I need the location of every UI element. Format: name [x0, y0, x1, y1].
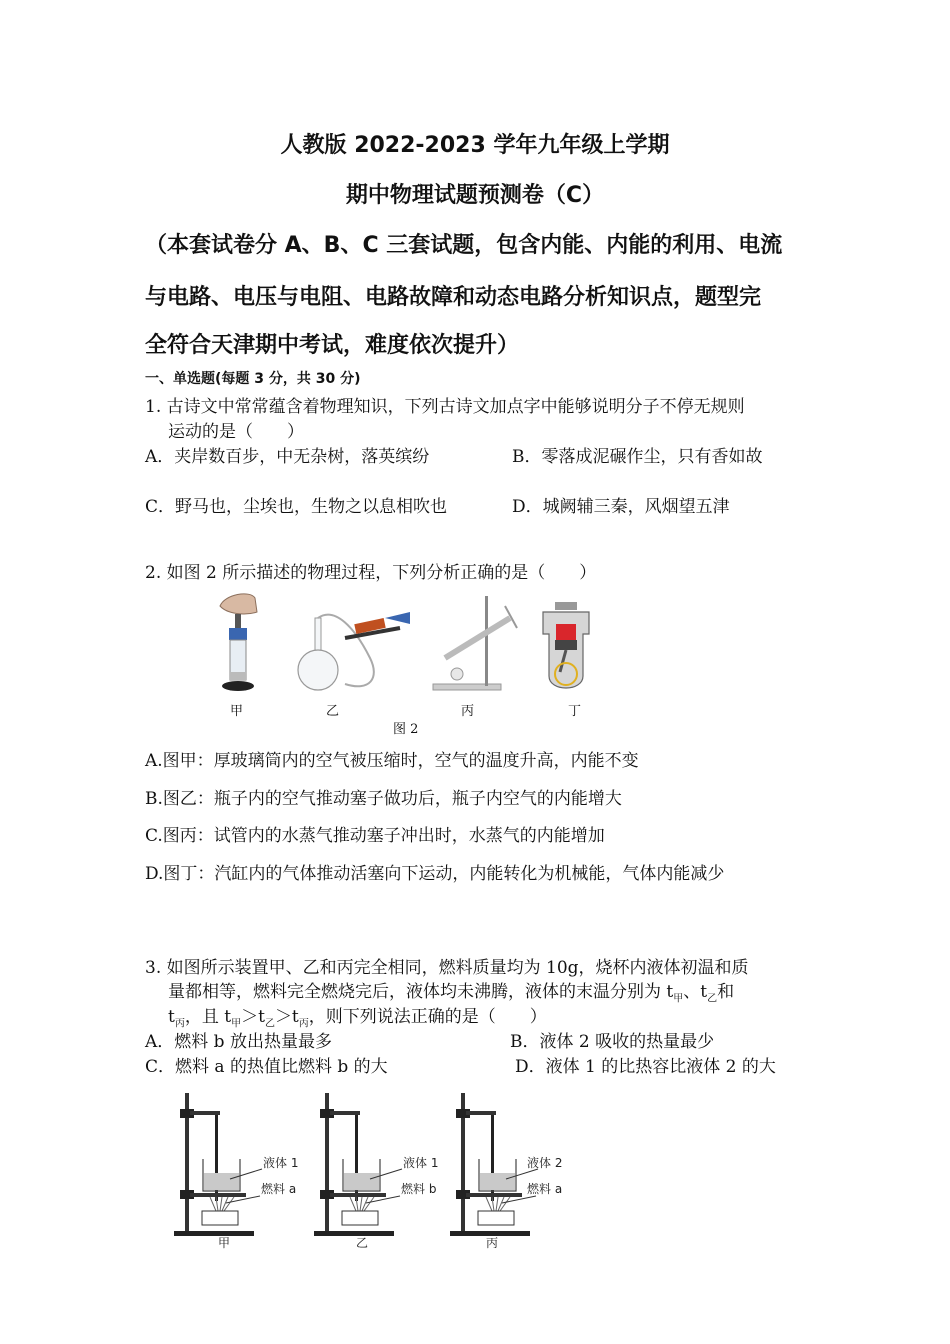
apparatus-jia-label: 甲	[218, 1236, 231, 1250]
apparatus-yi-icon	[314, 1093, 402, 1236]
apparatus-bing-icon	[450, 1093, 538, 1236]
apparatus-bing-label: 丙	[486, 1236, 499, 1250]
description-line-1: （本套试卷分 A、B、C 三套试题，包含内能、内能的利用、电流	[145, 233, 783, 258]
apparatus-bing-liquid-label: 液体 2	[527, 1156, 563, 1170]
page-title: 人教版 2022-2023 学年九年级上学期	[280, 133, 670, 158]
q3-figure	[170, 1085, 610, 1260]
figure-yi-flask-icon	[298, 612, 410, 690]
apparatus-yi-fuel-label: 燃料 b	[401, 1182, 437, 1196]
q1-stem-line-1: 1. 古诗文中常常蕴含着物理知识，下列古诗文加点字中能够说明分子不停无规则	[145, 397, 745, 417]
figure-label-ding: 丁	[568, 704, 582, 719]
apparatus-bing-fuel-label: 燃料 a	[527, 1182, 563, 1196]
q3-option-b[interactable]: B．液体 2 吸收的热量最少	[510, 1032, 715, 1052]
description-line-3: 全符合天津期中考试，难度依次提升）	[145, 333, 520, 358]
apparatus-yi-label: 乙	[356, 1236, 369, 1250]
q2-figure	[205, 588, 625, 720]
figure-label-yi: 乙	[326, 704, 340, 719]
figure-label-bing: 丙	[461, 704, 475, 719]
q1-option-d[interactable]: D．城阙辅三秦，风烟望五津	[512, 497, 730, 517]
q2-stem: 2. 如图 2 所示描述的物理过程，下列分析正确的是（ ）	[145, 563, 597, 583]
figure-ding-engine-icon	[543, 602, 589, 688]
q3-stem-line-3: $t_丙$，且 $t_甲>t_乙>t_丙$，则下列说法正确的是（ ）	[168, 1007, 547, 1030]
q3-option-d[interactable]: D．液体 1 的比热容比液体 2 的大	[515, 1057, 776, 1077]
figure-caption: 图 2	[393, 722, 419, 737]
q1-stem-line-2: 运动的是（ ）	[168, 422, 304, 442]
q3-option-a[interactable]: A．燃料 b 放出热量最多	[145, 1032, 332, 1052]
figure-label-jia: 甲	[230, 704, 244, 719]
figure-jia-tube-icon	[220, 594, 257, 691]
section-heading: 一、单选题(每题 3 分，共 30 分)	[145, 371, 361, 387]
page-subtitle: 期中物理试题预测卷（C）	[345, 183, 605, 208]
q1-option-c[interactable]: C．野马也，尘埃也，生物之以息相吹也	[145, 497, 448, 517]
q3-stem-line-1: 3. 如图所示装置甲、乙和丙完全相同，燃料质量均为 10g，烧杯内液体初温和质	[145, 958, 749, 978]
apparatus-jia-fuel-label: 燃料 a	[261, 1182, 297, 1196]
apparatus-jia-liquid-label: 液体 1	[263, 1156, 299, 1170]
q3-option-c[interactable]: C．燃料 a 的热值比燃料 b 的大	[145, 1057, 388, 1077]
figure-bing-stand-icon	[433, 596, 517, 690]
q2-option-d[interactable]: D.图丁：汽缸内的气体推动活塞向下运动，内能转化为机械能，气体内能减少	[145, 864, 725, 884]
q1-option-b[interactable]: B．零落成泥碾作尘，只有香如故	[512, 447, 763, 467]
apparatus-jia-icon	[174, 1093, 262, 1236]
q2-option-a[interactable]: A.图甲：厚玻璃筒内的空气被压缩时，空气的温度升高，内能不变	[145, 751, 639, 771]
description-line-2: 与电路、电压与电阻、电路故障和动态电路分析知识点，题型完	[145, 285, 762, 310]
apparatus-yi-liquid-label: 液体 1	[403, 1156, 439, 1170]
q1-option-a[interactable]: A．夹岸数百步，中无杂树，落英缤纷	[145, 447, 430, 467]
q2-option-b[interactable]: B.图乙：瓶子内的空气推动塞子做功后，瓶子内空气的内能增大	[145, 789, 622, 809]
q3-stem-line-2: 量都相等，燃料完全燃烧完后，液体均未沸腾，液体的末温分别为 $t_甲$、$t_乙$和	[168, 982, 735, 1005]
q2-option-c[interactable]: C.图丙：试管内的水蒸气推动塞子冲出时，水蒸气的内能增加	[145, 826, 605, 846]
